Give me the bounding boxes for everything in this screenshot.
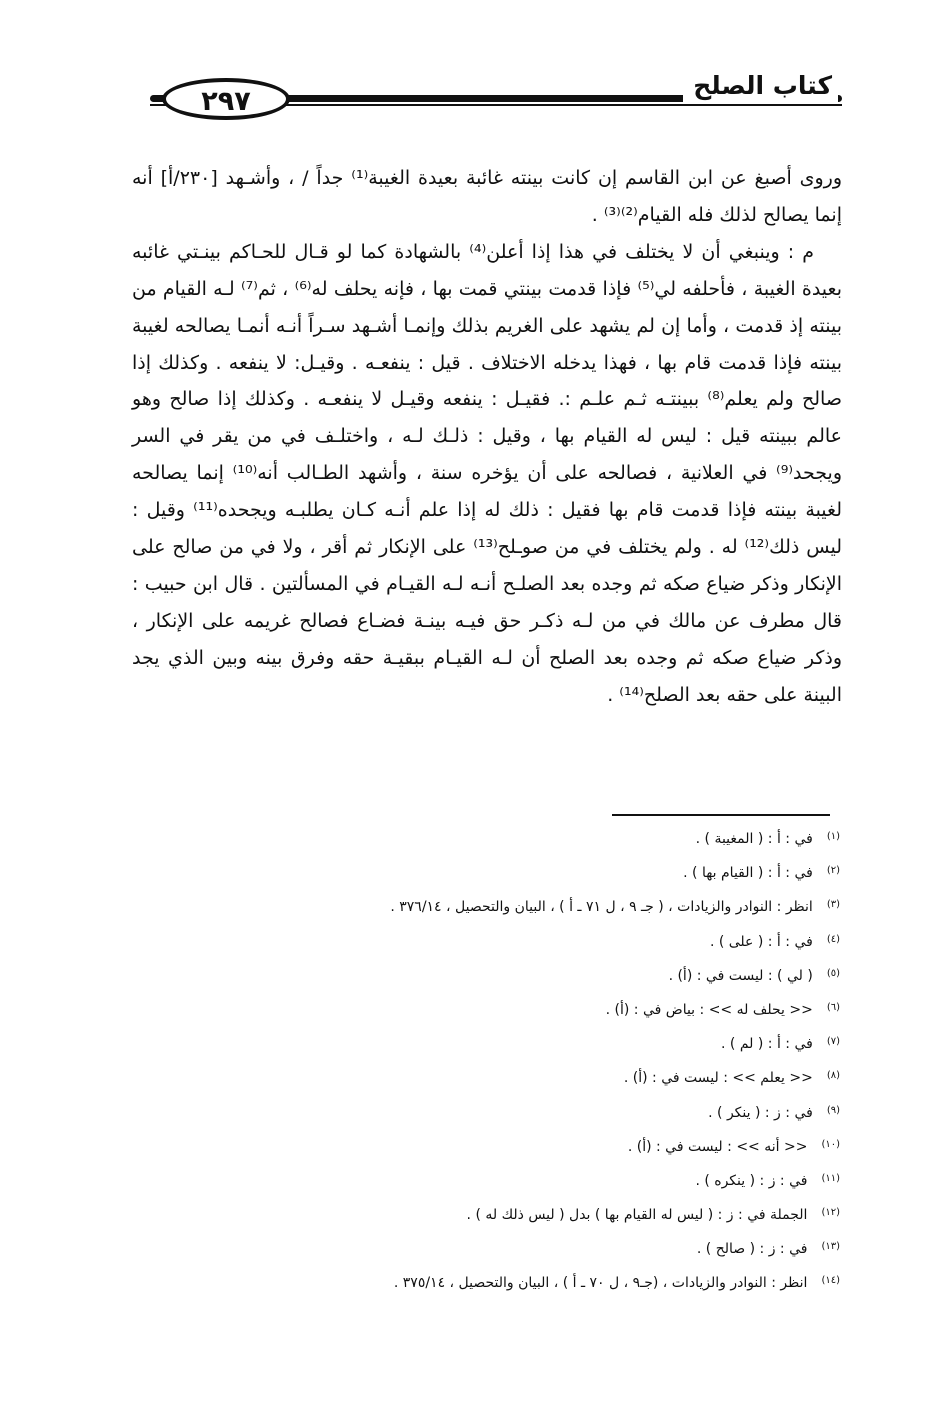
footnote-number: (٥) bbox=[826, 967, 840, 979]
footnote bbox=[240, 923, 840, 957]
page-number: ٢٩٧ bbox=[162, 78, 290, 120]
footnote bbox=[240, 1196, 840, 1230]
footnote-number: (١٤) bbox=[821, 1275, 840, 1287]
footnotes bbox=[240, 820, 840, 1299]
footnote-text: الجملة في : ز : ( ليس له القيام بها ) بدل ( ليس ذلك له ) . bbox=[466, 1207, 808, 1224]
footnote bbox=[240, 1059, 840, 1093]
footnote-text: في : أ : ( المغيبة ) . bbox=[695, 831, 813, 847]
footnote-text: في : أ : ( القيام بها ) . bbox=[683, 865, 813, 882]
footnote-text: في : أ : ( لم ) . bbox=[721, 1036, 813, 1053]
page-header bbox=[150, 70, 842, 126]
footnote-number: (٧) bbox=[826, 1036, 840, 1048]
paragraph: وروى أصبغ عن ابن القاسم إن كانت بينته غائبة بعيدة الغيبة⁽¹⁾ جداً / ، وأشـهد [٢٣٠/أ] أنه إنما يصالح لذلك فله القيام⁽²⁾⁽³⁾ . bbox=[132, 167, 843, 226]
footnote-text: في : ز : ( ينكر ) . bbox=[708, 1104, 813, 1121]
footnote-text: في : ز : ( صالح ) . bbox=[696, 1241, 808, 1258]
footnote-number: (٤) bbox=[826, 933, 840, 945]
footnote-separator bbox=[612, 814, 830, 816]
footnote bbox=[240, 820, 840, 854]
footnote bbox=[240, 991, 840, 1025]
footnote bbox=[240, 957, 840, 991]
footnote-number: (١٢) bbox=[821, 1207, 840, 1219]
footnote-number: (١٠) bbox=[821, 1138, 840, 1150]
footnote-number: (١١) bbox=[821, 1172, 840, 1184]
footnote-text: << أنه >> : ليست في : (أ) . bbox=[627, 1138, 808, 1155]
book-title: كتاب الصلح bbox=[683, 70, 838, 102]
footnote-text: في : ز : ( ينكره ) . bbox=[695, 1172, 808, 1189]
footnote-text: في : أ : ( على ) . bbox=[709, 933, 813, 950]
footnote-number: (١) bbox=[826, 831, 840, 842]
footnote-text: ( لي ) : ليست في : (أ) . bbox=[668, 967, 813, 984]
footnote bbox=[240, 1264, 840, 1298]
paragraph: م : وينبغي أن لا يختلف في هذا إذا أعلن⁽⁴⁾ بالشهادة كما لو قـال للحـاكم بينـتي غائبه بعيدة الغيبة ، فأحلفه لي⁽⁵⁾ فإذا قدمت بينتي قمت بها ، فإنه يحلف له⁽⁶⁾ ، ثم⁽⁷⁾ لـه القيام من بينته إذ قدمت ، وأما إن لم يشهد على الغريم بذلك وإنمـا أشـهد سـراً أنـه أنمـا يصالحه لغيبة بينته فإذا قدمت قام بها ، فهذا يدخله الاختلاف . قيل : ينفعـه . وقيـل: لا ينفعه . وكذلك إذا صالح ولم يعلم⁽⁸⁾ ببينتـه ثـم علـم :. فقيـل : ينفعه وقيـل لا ينفعـه . وكذلك إذا صالح وهو عالم ببينته قيل : ليس له القيام بها ، وقيل : ذلـك لـه ، واختلـف في من يقر في السر ويجحد⁽⁹⁾ في العلانية ، فصالحه على أن يؤخره سنة ، وأشهد الطـالب أنه⁽¹⁰⁾ إنما يصالحه لغيبة بينته فإذا قدمت قام بها فقيل : ذلك له إذا علم أنـه كـان يطلبـه ويجحده⁽¹¹⁾ وقيل : ليس ذلك⁽¹²⁾ له . ولم يختلف في من صوـلح⁽¹³⁾ على الإنكار ثم أقر ، ولا في من صالح على الإنكار وذكر ضياع صكه ثم وجده بعد الصلـح أنـه لـه القيـام في المسألتين . قال ابن حبيب : قال مطرف عن مالك في من لـه ذكـر حق فيـه بينـة فضـاع فصالح غريمه على الإنكار ، وذكر ضياع صكه ثم وجده بعد الصلح أن لـه القيـام ببقيـة حقه وفرق بينه وبين الذي يجد البينة على حقه بعد الصلح⁽¹⁴⁾ . bbox=[132, 240, 842, 706]
footnote-number: (٨) bbox=[826, 1070, 840, 1082]
footnote-text: << يعلم >> : ليست في : (أ) . bbox=[623, 1070, 813, 1087]
footnote-number: (٦) bbox=[826, 1001, 840, 1013]
footnote bbox=[240, 1230, 840, 1264]
footnote-text: << يحلف له >> : بياض في : (أ) . bbox=[605, 1001, 813, 1018]
footnote bbox=[240, 854, 840, 888]
footnote-number: (٢) bbox=[826, 865, 840, 877]
footnote bbox=[240, 1094, 840, 1128]
footnote bbox=[240, 1162, 840, 1196]
footnote-text: انظر : النوادر والزيادات ، ( جـ ٩ ، ل ٧١ ـ أ ) ، البيان والتحصيل ، ٣٧٦/١٤ . bbox=[390, 899, 813, 916]
footnote-number: (١٣) bbox=[821, 1241, 840, 1253]
footnote-number: (٩) bbox=[826, 1104, 840, 1116]
main-text bbox=[132, 160, 842, 714]
footnote-number: (٣) bbox=[826, 899, 840, 911]
footnote bbox=[240, 1025, 840, 1059]
footnote bbox=[240, 888, 840, 922]
footnote bbox=[240, 1128, 840, 1162]
footnote-text: انظر : النوادر والزيادات ، (جـ٩ ، ل ٧٠ ـ أ ) ، البيان والتحصيل ، ٣٧٥/١٤ . bbox=[393, 1275, 808, 1292]
